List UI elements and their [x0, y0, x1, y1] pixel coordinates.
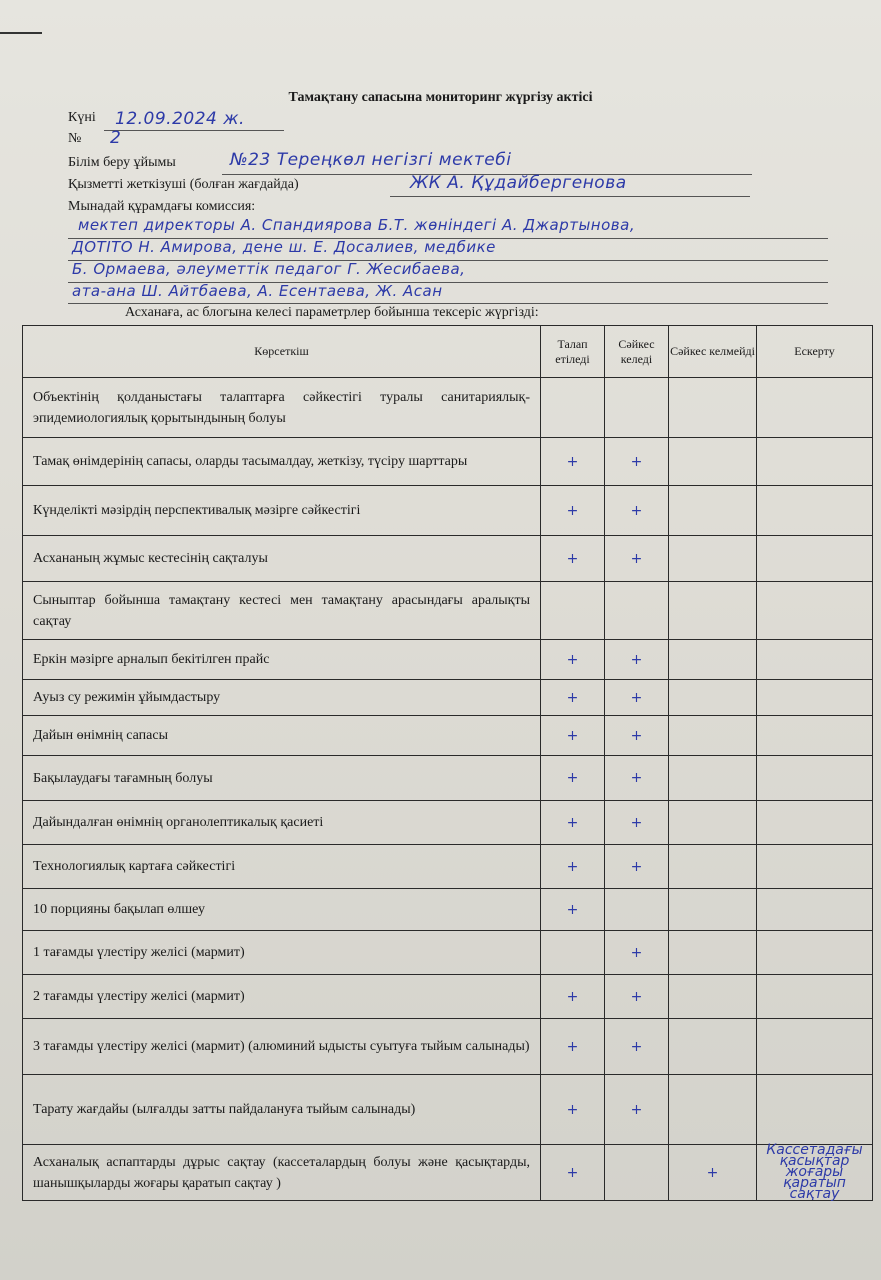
mark-required: +	[541, 640, 605, 680]
mark-required: +	[541, 801, 605, 845]
supplier-underline	[390, 196, 750, 197]
row-indicator: 3 тағамды үлестіру желісі (мармит) (алюминий ыдысты суытуға тыйым салынады)	[23, 1019, 541, 1075]
commission-line-3: Б. Ормаева, әлеуметтік педагог Г. Жесибаева,	[72, 260, 466, 278]
org-label: Білім беру ұйымы	[68, 155, 176, 170]
mark-compliant: +	[605, 438, 669, 486]
mark-required	[541, 931, 605, 975]
mark-compliant	[605, 582, 669, 640]
mark-compliant: +	[605, 801, 669, 845]
row-note	[757, 1075, 873, 1145]
mark-noncompliant	[669, 640, 757, 680]
row-indicator: Тарату жағдайы (ылғалды затты пайдалануға тыйым салынады)	[23, 1075, 541, 1145]
mark-noncompliant: +	[669, 1145, 757, 1201]
header-noncompliant: Сәйкес келмейді	[669, 326, 757, 378]
mark-required: +	[541, 845, 605, 889]
table-row	[23, 756, 873, 801]
row-note	[757, 801, 873, 845]
table-row	[23, 716, 873, 756]
date-label: Күні	[68, 110, 96, 125]
row-indicator: 2 тағамды үлестіру желісі (мармит)	[23, 975, 541, 1019]
table-row	[23, 1075, 873, 1145]
row-note	[757, 931, 873, 975]
mark-required: +	[541, 1075, 605, 1145]
number-label: №	[68, 131, 82, 146]
row-note	[757, 378, 873, 438]
table-row	[23, 640, 873, 680]
page-title: Тамақтану сапасына мониторинг жүргізу актісі	[288, 90, 593, 105]
supplier-value: ЖК А. Құдайбергенова	[410, 173, 627, 193]
row-note	[757, 845, 873, 889]
mark-required: +	[541, 716, 605, 756]
mark-required: +	[541, 1145, 605, 1201]
mark-compliant	[605, 889, 669, 931]
row-note	[757, 1019, 873, 1075]
row-indicator: Асханалық аспаптарды дұрыс сақтау (кассеталардың болуы және қасықтарды, шанышқыларды жоғары қаратып сақтау )	[23, 1145, 541, 1201]
commission-line-4: ата-ана Ш. Айтбаева, А. Есентаева, Ж. Асан	[72, 282, 443, 300]
row-indicator: 1 тағамды үлестіру желісі (мармит)	[23, 931, 541, 975]
row-note	[757, 756, 873, 801]
row-note	[757, 680, 873, 716]
mark-noncompliant	[669, 975, 757, 1019]
mark-noncompliant	[669, 438, 757, 486]
row-indicator: Тамақ өнімдерінің сапасы, оларды тасымалдау, жеткізу, түсіру шарттары	[23, 438, 541, 486]
commission-underline-4	[68, 303, 828, 304]
table-row	[23, 378, 873, 438]
date-underline	[104, 130, 284, 131]
header-indicator: Көрсеткіш	[23, 326, 541, 378]
row-indicator: Ауыз су режимін ұйымдастыру	[23, 680, 541, 716]
row-indicator: Дайындалған өнімнің органолептикалық қасиеті	[23, 801, 541, 845]
header-note: Ескерту	[757, 326, 873, 378]
row-note: Кассетадағы қасықтар жоғары қаратып сақтау	[757, 1145, 873, 1201]
row-note	[757, 438, 873, 486]
table-row	[23, 889, 873, 931]
mark-noncompliant	[669, 889, 757, 931]
row-indicator: Бақылаудағы тағамның болуы	[23, 756, 541, 801]
mark-required: +	[541, 975, 605, 1019]
commission-line-2: ДОТІТО Н. Амирова, дене ш. Е. Досалиев, медбике	[72, 238, 496, 256]
table-row	[23, 801, 873, 845]
row-indicator: Асхананың жұмыс кестесінің сақталуы	[23, 536, 541, 582]
corner-mark	[0, 32, 42, 34]
mark-noncompliant	[669, 486, 757, 536]
mark-noncompliant	[669, 378, 757, 438]
header-compliant: Сәйкес келеді	[605, 326, 669, 378]
table-header-row	[23, 326, 873, 378]
mark-compliant: +	[605, 486, 669, 536]
mark-noncompliant	[669, 680, 757, 716]
row-note	[757, 975, 873, 1019]
mark-required: +	[541, 889, 605, 931]
mark-compliant: +	[605, 845, 669, 889]
row-indicator: Дайын өнімнің сапасы	[23, 716, 541, 756]
mark-noncompliant	[669, 716, 757, 756]
row-note	[757, 889, 873, 931]
mark-compliant: +	[605, 756, 669, 801]
row-indicator: Еркін мәзірге арналып бекітілген прайс	[23, 640, 541, 680]
date-value: 12.09.2024 ж.	[115, 109, 245, 129]
row-indicator: Технологиялық картаға сәйкестігі	[23, 845, 541, 889]
row-indicator: Сыныптар бойынша тамақтану кестесі мен тамақтану арасындағы аралықты сақтау	[23, 582, 541, 640]
mark-compliant: +	[605, 975, 669, 1019]
number-value: 2	[110, 128, 122, 148]
row-note	[757, 486, 873, 536]
mark-compliant: +	[605, 931, 669, 975]
mark-compliant: +	[605, 1075, 669, 1145]
table-row	[23, 931, 873, 975]
table-row	[23, 536, 873, 582]
supplier-label: Қызметті жеткізуші (болған жағдайда)	[68, 177, 299, 192]
mark-compliant: +	[605, 536, 669, 582]
table-row	[23, 582, 873, 640]
mark-noncompliant	[669, 756, 757, 801]
inspection-table	[22, 325, 873, 1201]
mark-noncompliant	[669, 845, 757, 889]
mark-compliant: +	[605, 640, 669, 680]
row-note	[757, 536, 873, 582]
mark-required: +	[541, 1019, 605, 1075]
mark-compliant: +	[605, 1019, 669, 1075]
mark-noncompliant	[669, 582, 757, 640]
mark-required: +	[541, 756, 605, 801]
mark-required	[541, 582, 605, 640]
table-row	[23, 1145, 873, 1201]
mark-noncompliant	[669, 931, 757, 975]
mark-compliant: +	[605, 680, 669, 716]
row-note	[757, 640, 873, 680]
header-required: Талап етіледі	[541, 326, 605, 378]
mark-required: +	[541, 536, 605, 582]
mark-noncompliant	[669, 536, 757, 582]
mark-noncompliant	[669, 1075, 757, 1145]
mark-noncompliant	[669, 1019, 757, 1075]
org-value: №23 Тереңкөл негізгі мектебі	[230, 150, 512, 170]
table-row	[23, 438, 873, 486]
mark-required	[541, 378, 605, 438]
row-note	[757, 582, 873, 640]
commission-label: Мынадай құрамдағы комиссия:	[68, 199, 256, 214]
mark-noncompliant	[669, 801, 757, 845]
row-note	[757, 716, 873, 756]
mark-required: +	[541, 438, 605, 486]
row-indicator: Объектінің қолданыстағы талаптарға сәйкестігі туралы санитариялық-эпидемиологиялық қорытындының болуы	[23, 378, 541, 438]
intro-text: Асханаға, ас блогына келесі параметрлер бойынша тексеріс жүргізді:	[125, 305, 539, 320]
commission-line-1: мектеп директоры А. Спандиярова Б.Т. жөніндегі А. Джартынова,	[78, 216, 636, 234]
table-row	[23, 845, 873, 889]
mark-compliant	[605, 378, 669, 438]
table-row	[23, 486, 873, 536]
mark-compliant: +	[605, 716, 669, 756]
table-row	[23, 975, 873, 1019]
table-row	[23, 1019, 873, 1075]
mark-compliant	[605, 1145, 669, 1201]
mark-required: +	[541, 486, 605, 536]
table-row	[23, 680, 873, 716]
row-indicator: Күнделікті мәзірдің перспективалық мәзірге сәйкестігі	[23, 486, 541, 536]
mark-required: +	[541, 680, 605, 716]
row-indicator: 10 порцияны бақылап өлшеу	[23, 889, 541, 931]
